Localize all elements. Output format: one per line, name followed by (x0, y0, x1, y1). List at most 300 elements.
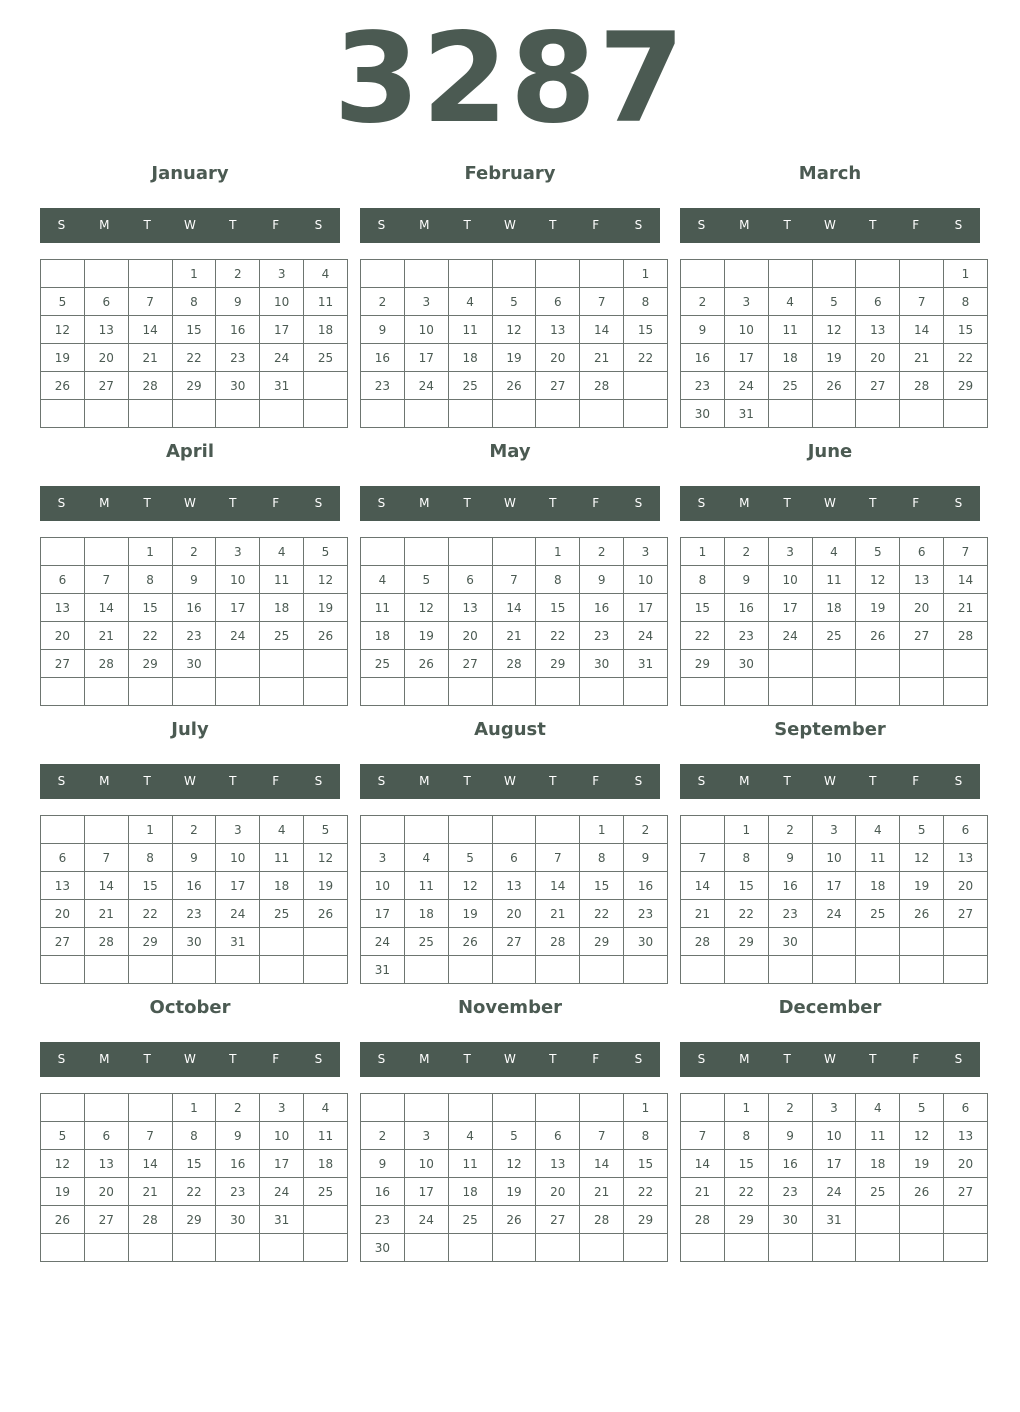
day-cell: 14 (536, 872, 580, 900)
day-cell: 30 (361, 1234, 405, 1262)
day-cell: 9 (624, 844, 668, 872)
day-cell (304, 372, 348, 400)
day-cell (404, 400, 448, 428)
day-cell: 4 (260, 816, 304, 844)
day-cell (580, 400, 624, 428)
day-cell: 27 (536, 1206, 580, 1234)
day-cell: 1 (580, 816, 624, 844)
weekday-label: T (463, 496, 471, 510)
day-cell (768, 678, 812, 706)
day-cell: 16 (768, 872, 812, 900)
day-cell: 6 (944, 1094, 988, 1122)
day-cell: 2 (681, 288, 725, 316)
weekday-header (40, 1042, 340, 1077)
day-cell: 22 (536, 622, 580, 650)
weekday-label: T (549, 496, 557, 510)
month-name: April (165, 441, 215, 462)
day-cell: 27 (944, 1178, 988, 1206)
day-cell: 2 (216, 260, 260, 288)
day-cell (768, 1234, 812, 1262)
day-grid (40, 259, 348, 428)
day-cell: 2 (361, 1122, 405, 1150)
day-cell (216, 1234, 260, 1262)
weekday-label: F (592, 496, 600, 510)
weekday-label: M (739, 218, 750, 232)
weekday-label: S (57, 218, 66, 232)
weekday-label: W (504, 774, 516, 788)
day-cell: 24 (404, 1206, 448, 1234)
day-cell: 26 (492, 1206, 536, 1234)
day-cell: 31 (812, 1206, 856, 1234)
week-row (681, 816, 988, 844)
day-cell: 23 (624, 900, 668, 928)
day-cell: 19 (856, 594, 900, 622)
day-cell (260, 650, 304, 678)
day-grid (360, 1093, 668, 1262)
day-cell: 6 (536, 288, 580, 316)
day-cell: 20 (944, 872, 988, 900)
day-cell (361, 260, 405, 288)
day-cell (448, 400, 492, 428)
day-cell (681, 816, 725, 844)
day-cell: 19 (492, 344, 536, 372)
day-cell (768, 260, 812, 288)
day-cell (404, 678, 448, 706)
month-january (40, 162, 340, 432)
weekday-label: F (592, 774, 600, 788)
day-cell: 15 (172, 1150, 216, 1178)
day-cell: 18 (448, 344, 492, 372)
day-cell: 31 (260, 372, 304, 400)
day-cell: 8 (172, 288, 216, 316)
day-grid (680, 537, 988, 706)
day-cell: 2 (580, 538, 624, 566)
day-cell (812, 260, 856, 288)
weekday-label: W (184, 774, 196, 788)
week-row (681, 594, 988, 622)
day-cell: 4 (448, 1122, 492, 1150)
day-cell: 22 (172, 1178, 216, 1206)
day-cell: 12 (900, 1122, 944, 1150)
day-cell: 3 (260, 260, 304, 288)
day-cell: 18 (304, 1150, 348, 1178)
day-cell (84, 538, 128, 566)
day-cell (944, 956, 988, 984)
day-cell (900, 650, 944, 678)
day-cell: 13 (41, 872, 85, 900)
day-cell (536, 956, 580, 984)
day-cell: 8 (536, 566, 580, 594)
day-cell: 22 (580, 900, 624, 928)
week-row (681, 260, 988, 288)
day-cell (580, 956, 624, 984)
week-row (41, 316, 348, 344)
month-name: December (778, 997, 882, 1018)
day-cell: 10 (404, 1150, 448, 1178)
day-cell: 17 (812, 1150, 856, 1178)
weekday-label: M (99, 218, 110, 232)
weekday-label: F (272, 496, 280, 510)
day-cell: 29 (128, 928, 172, 956)
day-cell: 9 (681, 316, 725, 344)
day-cell: 25 (361, 650, 405, 678)
day-cell: 17 (260, 1150, 304, 1178)
day-grid (360, 537, 668, 706)
day-cell: 13 (856, 316, 900, 344)
month-february (360, 162, 660, 432)
day-cell: 10 (404, 316, 448, 344)
day-cell: 16 (681, 344, 725, 372)
day-cell: 6 (41, 566, 85, 594)
day-cell (624, 956, 668, 984)
year-title: 3287 (333, 7, 687, 151)
day-grid (360, 815, 668, 984)
day-cell (900, 400, 944, 428)
day-cell (304, 400, 348, 428)
week-row (361, 1122, 668, 1150)
day-cell (492, 1234, 536, 1262)
weekday-header (360, 486, 660, 521)
day-cell (812, 956, 856, 984)
month-august (360, 718, 660, 988)
week-row (361, 1206, 668, 1234)
day-cell: 8 (624, 1122, 668, 1150)
weekday-label: S (954, 774, 963, 788)
week-row (41, 566, 348, 594)
day-cell: 4 (361, 566, 405, 594)
day-cell (128, 1094, 172, 1122)
day-cell: 24 (216, 622, 260, 650)
day-cell: 6 (84, 288, 128, 316)
week-row (681, 400, 988, 428)
day-cell: 25 (812, 622, 856, 650)
day-cell: 9 (216, 288, 260, 316)
day-cell: 5 (812, 288, 856, 316)
weekday-label: T (229, 774, 237, 788)
weekday-label: T (783, 1052, 791, 1066)
day-cell: 25 (856, 900, 900, 928)
weekday-label: F (912, 1052, 920, 1066)
day-grid (680, 1093, 988, 1262)
day-cell: 23 (768, 900, 812, 928)
day-cell (260, 956, 304, 984)
day-cell (404, 1094, 448, 1122)
day-cell: 30 (624, 928, 668, 956)
week-row (41, 844, 348, 872)
day-cell (41, 678, 85, 706)
week-row (361, 872, 668, 900)
day-cell: 11 (856, 1122, 900, 1150)
day-cell: 25 (448, 372, 492, 400)
day-cell: 19 (812, 344, 856, 372)
weekday-label: T (143, 218, 151, 232)
day-cell: 4 (856, 1094, 900, 1122)
day-cell: 3 (216, 538, 260, 566)
day-cell: 10 (216, 566, 260, 594)
day-cell (404, 1234, 448, 1262)
day-cell: 24 (812, 1178, 856, 1206)
month-july (40, 718, 340, 988)
day-cell: 28 (84, 650, 128, 678)
day-cell (304, 1206, 348, 1234)
weekday-label: S (314, 1052, 323, 1066)
day-cell (856, 956, 900, 984)
day-cell: 14 (900, 316, 944, 344)
week-row (681, 1150, 988, 1178)
weekday-label: W (504, 496, 516, 510)
week-row (681, 872, 988, 900)
day-cell: 6 (944, 816, 988, 844)
weekday-label: T (783, 496, 791, 510)
day-grid (40, 537, 348, 706)
day-cell: 6 (84, 1122, 128, 1150)
day-cell: 8 (128, 566, 172, 594)
weekday-label: T (229, 496, 237, 510)
week-row (41, 816, 348, 844)
month-name: March (798, 163, 862, 184)
weekday-label: M (419, 496, 430, 510)
day-cell (856, 1206, 900, 1234)
week-row (41, 900, 348, 928)
day-cell: 20 (41, 900, 85, 928)
week-row (681, 1234, 988, 1262)
day-cell (404, 956, 448, 984)
day-cell (41, 816, 85, 844)
day-cell (172, 678, 216, 706)
day-cell (492, 260, 536, 288)
day-cell: 21 (580, 1178, 624, 1206)
day-cell (768, 956, 812, 984)
day-cell: 15 (681, 594, 725, 622)
day-cell: 25 (856, 1178, 900, 1206)
weekday-label: F (592, 218, 600, 232)
day-cell (536, 400, 580, 428)
day-cell: 7 (580, 1122, 624, 1150)
day-cell: 11 (768, 316, 812, 344)
day-cell (84, 1094, 128, 1122)
day-cell: 5 (492, 1122, 536, 1150)
day-cell: 19 (900, 1150, 944, 1178)
day-cell: 11 (260, 844, 304, 872)
day-cell: 29 (624, 1206, 668, 1234)
day-cell: 28 (492, 650, 536, 678)
week-row (361, 650, 668, 678)
day-cell: 10 (260, 288, 304, 316)
day-cell: 13 (84, 1150, 128, 1178)
day-cell: 13 (944, 844, 988, 872)
day-cell: 12 (448, 872, 492, 900)
week-row (41, 622, 348, 650)
day-cell: 29 (681, 650, 725, 678)
day-cell: 16 (724, 594, 768, 622)
day-cell: 6 (448, 566, 492, 594)
weekday-label: S (697, 1052, 706, 1066)
day-cell (128, 956, 172, 984)
day-cell: 5 (304, 816, 348, 844)
day-cell: 5 (856, 538, 900, 566)
week-row (681, 566, 988, 594)
day-cell: 21 (681, 1178, 725, 1206)
weekday-header (680, 486, 980, 521)
day-cell: 19 (304, 594, 348, 622)
day-cell: 27 (856, 372, 900, 400)
weekday-label: T (783, 774, 791, 788)
day-cell: 13 (492, 872, 536, 900)
weekday-label: W (504, 218, 516, 232)
day-cell: 16 (172, 594, 216, 622)
day-cell: 15 (944, 316, 988, 344)
day-cell: 9 (172, 566, 216, 594)
day-cell (84, 260, 128, 288)
day-cell: 14 (128, 316, 172, 344)
weekday-label: T (463, 774, 471, 788)
day-cell: 4 (304, 260, 348, 288)
day-cell (172, 400, 216, 428)
day-cell: 2 (216, 1094, 260, 1122)
day-cell: 9 (361, 316, 405, 344)
day-cell: 9 (172, 844, 216, 872)
day-cell (361, 1094, 405, 1122)
weekday-header (680, 764, 980, 799)
day-cell (580, 260, 624, 288)
day-cell (724, 956, 768, 984)
day-cell: 24 (260, 1178, 304, 1206)
week-row (361, 928, 668, 956)
week-row (41, 538, 348, 566)
day-cell (260, 678, 304, 706)
month-may (360, 440, 660, 710)
day-cell: 22 (624, 344, 668, 372)
day-cell: 25 (768, 372, 812, 400)
day-cell: 2 (768, 816, 812, 844)
day-cell: 17 (260, 316, 304, 344)
weekday-label: T (549, 1052, 557, 1066)
day-grid (40, 815, 348, 984)
day-cell: 26 (856, 622, 900, 650)
day-cell (944, 1206, 988, 1234)
week-row (681, 622, 988, 650)
day-cell: 7 (128, 288, 172, 316)
day-cell: 27 (536, 372, 580, 400)
day-cell: 2 (172, 538, 216, 566)
day-cell: 26 (900, 1178, 944, 1206)
day-grid (360, 259, 668, 428)
day-cell (448, 260, 492, 288)
day-cell (536, 1094, 580, 1122)
day-cell: 16 (216, 1150, 260, 1178)
day-cell (856, 678, 900, 706)
day-cell: 22 (624, 1178, 668, 1206)
day-cell: 2 (361, 288, 405, 316)
day-cell (536, 816, 580, 844)
day-cell: 16 (361, 1178, 405, 1206)
day-cell: 30 (216, 372, 260, 400)
day-cell: 20 (41, 622, 85, 650)
day-cell: 18 (260, 594, 304, 622)
day-cell: 18 (856, 872, 900, 900)
month-name: November (457, 997, 563, 1018)
weekday-label: T (229, 1052, 237, 1066)
weekday-label: M (419, 1052, 430, 1066)
week-row (41, 1122, 348, 1150)
month-october (40, 996, 340, 1266)
day-cell: 29 (128, 650, 172, 678)
day-cell: 11 (812, 566, 856, 594)
day-cell: 31 (724, 400, 768, 428)
week-row (41, 594, 348, 622)
weekday-label: T (463, 218, 471, 232)
day-cell: 7 (681, 1122, 725, 1150)
day-cell: 12 (812, 316, 856, 344)
month-december (680, 996, 980, 1266)
day-cell: 20 (944, 1150, 988, 1178)
day-cell: 21 (128, 344, 172, 372)
day-cell: 18 (304, 316, 348, 344)
day-cell: 19 (41, 1178, 85, 1206)
day-cell: 15 (724, 1150, 768, 1178)
weekday-label: F (912, 774, 920, 788)
day-cell: 15 (536, 594, 580, 622)
day-cell: 17 (216, 872, 260, 900)
day-cell: 8 (681, 566, 725, 594)
weekday-label: M (99, 496, 110, 510)
day-cell (900, 1206, 944, 1234)
day-cell: 25 (260, 622, 304, 650)
week-row (681, 650, 988, 678)
weekday-label: S (634, 1052, 643, 1066)
weekday-label: T (869, 1052, 877, 1066)
day-cell: 1 (624, 1094, 668, 1122)
day-cell: 23 (216, 344, 260, 372)
day-cell: 3 (260, 1094, 304, 1122)
weekday-label: S (314, 218, 323, 232)
day-cell: 8 (724, 1122, 768, 1150)
week-row (41, 1206, 348, 1234)
day-cell: 12 (41, 316, 85, 344)
day-cell: 15 (624, 1150, 668, 1178)
day-cell: 11 (304, 1122, 348, 1150)
weekday-label: T (229, 218, 237, 232)
month-name: August (474, 719, 546, 740)
day-cell: 1 (172, 1094, 216, 1122)
day-cell: 11 (361, 594, 405, 622)
day-cell (681, 1234, 725, 1262)
week-row (681, 844, 988, 872)
week-row (361, 678, 668, 706)
week-row (681, 1206, 988, 1234)
day-cell: 13 (536, 1150, 580, 1178)
day-cell: 17 (216, 594, 260, 622)
month-march (680, 162, 980, 432)
week-row (361, 316, 668, 344)
day-cell (812, 650, 856, 678)
week-row (681, 1122, 988, 1150)
day-cell: 5 (41, 288, 85, 316)
day-cell: 19 (900, 872, 944, 900)
day-cell: 29 (536, 650, 580, 678)
day-cell: 30 (681, 400, 725, 428)
day-cell: 26 (492, 372, 536, 400)
week-row (361, 372, 668, 400)
day-cell: 14 (580, 1150, 624, 1178)
week-row (361, 956, 668, 984)
day-cell: 20 (536, 1178, 580, 1206)
day-cell: 30 (768, 1206, 812, 1234)
day-cell: 13 (536, 316, 580, 344)
day-cell: 16 (361, 344, 405, 372)
weekday-label: T (869, 218, 877, 232)
weekday-header (360, 1042, 660, 1077)
